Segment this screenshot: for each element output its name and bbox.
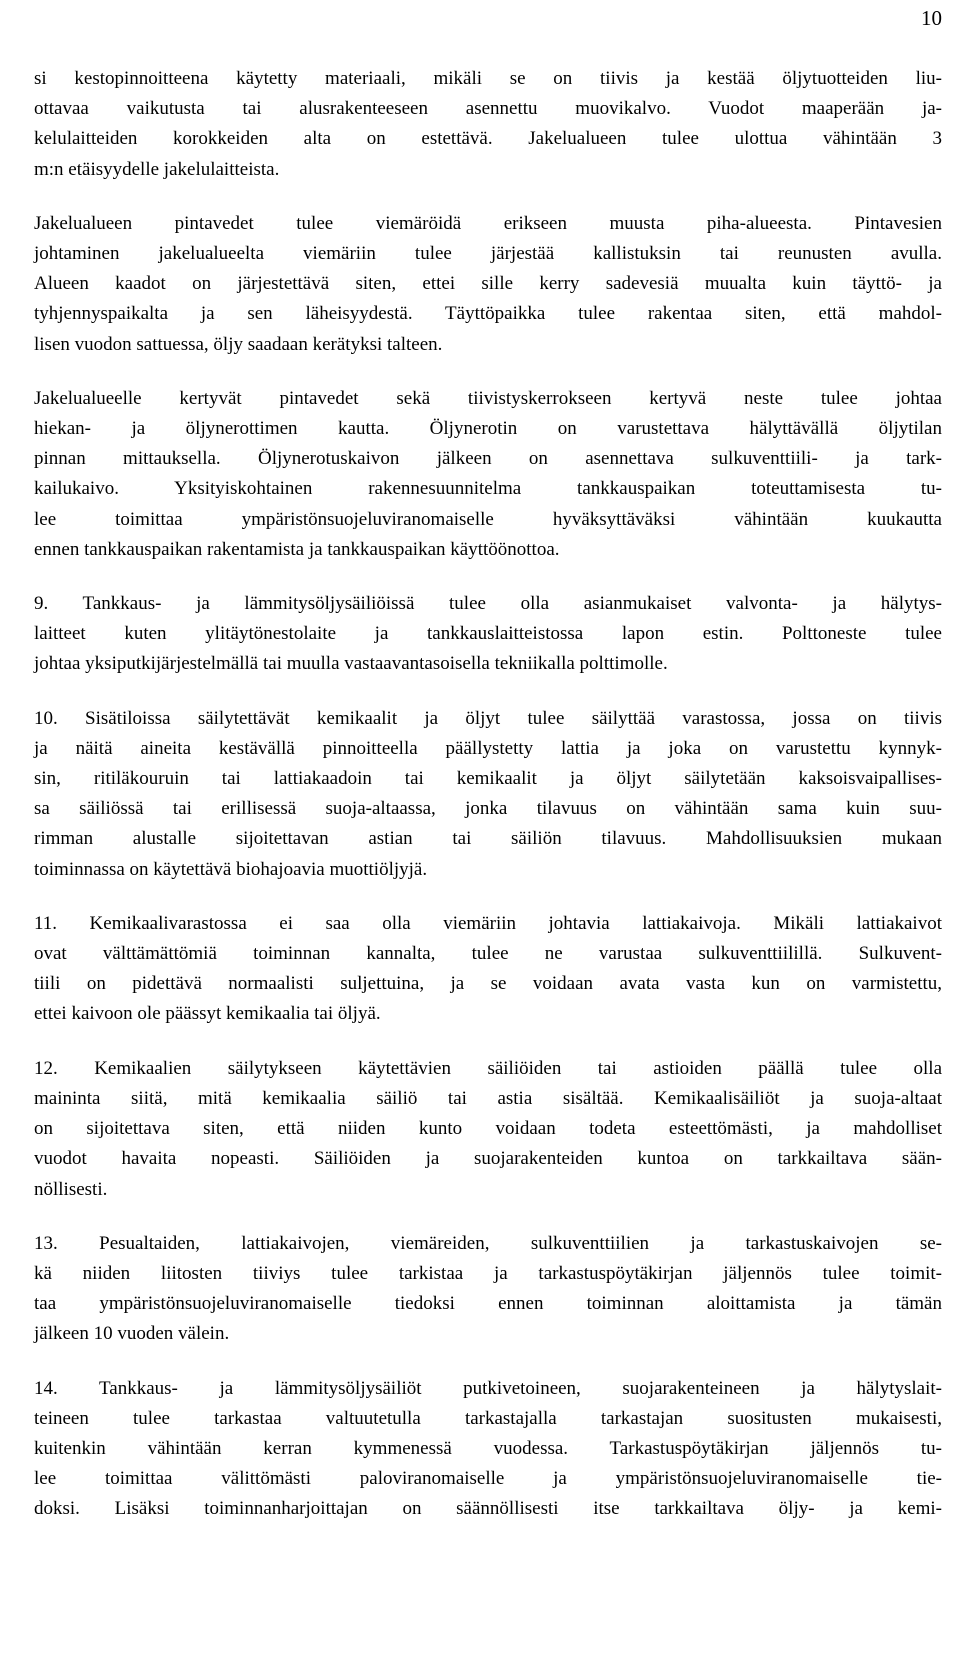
text-line: ja näitä aineita kestävällä pinnoitteella päällystetty lattia ja joka on varustettu kynnyk- <box>34 737 942 759</box>
text-line: lee toimittaa välittömästi paloviranomaiselle ja ympäristönsuojeluviranomaiselle tie- <box>34 1468 942 1490</box>
text-line: si kestopinnoitteena käytetty materiaali, mikäli se on tiivis ja kestää öljytuotteiden liu- <box>34 68 942 89</box>
text-line: taa ympäristönsuojeluviranomaiselle tiedoksi ennen toiminnan aloittamista ja tämän <box>34 1293 942 1315</box>
paragraph-continuation <box>34 64 942 185</box>
text-line: vuodot havaita nopeasti. Säiliöiden ja suojarakenteiden kuntoa on tarkkailtava sään- <box>34 1148 942 1170</box>
text-line: Jakelualueen pintavedet tulee viemäröidä erikseen muusta piha-alueesta. Pintavesien <box>34 212 942 234</box>
paragraph-item-12 <box>34 1054 942 1205</box>
text-line: m:n etäisyydelle jakelulaitteista. <box>34 158 280 180</box>
text-line: 12. Kemikaalien säilytykseen käytettävien säiliöiden tai astioiden päällä tulee olla <box>34 1057 942 1079</box>
text-line: pinnan mittauksella. Öljynerotuskaivon jälkeen on asennettava sulkuventtiili- ja tark- <box>34 448 942 470</box>
text-line: johtaminen jakelualueelta viemäriin tulee järjestää kallistuksin tai reunusten avulla. <box>34 243 942 265</box>
text-line: johtaa yksiputkijärjestelmällä tai muulla vastaavantasoisella tekniikalla polttimolle. <box>34 653 668 675</box>
text-line: sa säiliössä tai erillisessä suoja-altaassa, jonka tilavuus on vähintään sama kuin suu- <box>34 798 942 820</box>
text-line: kä niiden liitosten tiiviys tulee tarkistaa ja tarkastuspöytäkirjan jäljennös tulee toimit- <box>34 1262 942 1284</box>
text-line: 11. Kemikaalivarastossa ei saa olla viemäriin johtavia lattiakaivoja. Mikäli lattiakaivot <box>34 912 942 934</box>
text-line: Jakelualueelle kertyvät pintavedet sekä tiivistyskerrokseen kertyvä neste tulee johtaa <box>34 387 942 409</box>
text-line: doksi. Lisäksi toiminnanharjoittajan on säännöllisesti itse tarkkailtava öljy- ja kemi- <box>34 1498 942 1520</box>
text-line: lee toimittaa ympäristönsuojeluviranomaiselle hyväksyttäväksi vähintään kuukautta <box>34 508 942 530</box>
text-line: 9. Tankkaus- ja lämmitysöljysäiliöissä tulee olla asianmukaiset valvonta- ja hälytys- <box>34 593 942 615</box>
text-line: ovat välttämättömiä toiminnan kannalta, tulee ne varustaa sulkuventtiilillä. Sulkuvent- <box>34 943 942 965</box>
text-line: kailukaivo. Yksityiskohtainen rakennesuunnitelma tankkauspaikan toteuttamisesta tu- <box>34 478 942 500</box>
text-line: toiminnassa on käytettävä biohajoavia muottiöljyjä. <box>34 858 428 880</box>
text-line: jälkeen 10 vuoden välein. <box>34 1323 230 1345</box>
page-number: 10 <box>921 6 942 30</box>
text-line: Alueen kaadot on järjestettävä siten, ettei sille kerry sadevesiä muualta kuin täyttö- ja <box>34 273 942 295</box>
text-line: sin, ritiläkouruin tai lattiakaadoin tai kemikaalit ja öljyt säilytetään kaksoisvaipallises- <box>34 768 942 790</box>
text-line: teineen tulee tarkastaa valtuutetulla tarkastajalla tarkastajan suositusten mukaisesti, <box>34 1407 942 1429</box>
paragraph-item-10 <box>34 704 942 885</box>
text-line: on sijoitettava siten, että niiden kunto voidaan todeta esteettömästi, ja mahdolliset <box>34 1118 942 1140</box>
document-body <box>34 64 942 1549</box>
text-line: tiili on pidettävä normaalisti suljettuina, ja se voidaan avata vasta kun on varmistettu, <box>34 973 942 995</box>
text-line: kuitenkin vähintään kerran kymmenessä vuodessa. Tarkastuspöytäkirjan jäljennös tu- <box>34 1437 942 1459</box>
text-line: rimman alustalle sijoitettavan astian tai säiliön tilavuus. Mahdollisuuksien mukaan <box>34 828 942 850</box>
paragraph-oil-separator <box>34 384 942 565</box>
text-line: ottavaa vaikutusta tai alusrakenteeseen asennettu muovikalvo. Vuodot maaperään ja- <box>34 98 942 120</box>
text-line: tyhjennyspaikalta ja sen läheisyydestä. Täyttöpaikka tulee rakentaa siten, että mahdol- <box>34 303 942 325</box>
text-line: ettei kaivoon ole päässyt kemikaalia tai öljyä. <box>34 1003 381 1025</box>
text-line: laitteet kuten ylitäytönestolaite ja tankkauslaitteistossa lapon estin. Polttoneste tulee <box>34 623 942 645</box>
paragraph-surface-water <box>34 209 942 360</box>
paragraph-item-13 <box>34 1229 942 1350</box>
text-line: kelulaitteiden korokkeiden alta on estettävä. Jakelualueen tulee ulottua vähintään 3 <box>34 128 942 150</box>
paragraph-item-14 <box>34 1374 942 1525</box>
text-line: hiekan- ja öljynerottimen kautta. Öljynerotin on varustettava hälyttävällä öljytilan <box>34 418 942 440</box>
text-line: ennen tankkauspaikan rakentamista ja tankkauspaikan käyttöönottoa. <box>34 538 560 560</box>
text-line: maininta siitä, mitä kemikaalia säiliö tai astia sisältää. Kemikaalisäiliöt ja suoja-altaat <box>34 1087 942 1109</box>
text-line: nöllisesti. <box>34 1178 108 1200</box>
text-line: lisen vuodon sattuessa, öljy saadaan kerätyksi talteen. <box>34 333 443 355</box>
text-line: 10. Sisätiloissa säilytettävät kemikaalit ja öljyt tulee säilyttää varastossa, jossa on tiivis <box>34 707 942 729</box>
paragraph-item-9 <box>34 589 942 680</box>
paragraph-item-11 <box>34 909 942 1030</box>
text-line: 14. Tankkaus- ja lämmitysöljysäiliöt putkivetoineen, suojarakenteineen ja hälytyslait- <box>34 1377 942 1399</box>
text-line: 13. Pesualtaiden, lattiakaivojen, viemäreiden, sulkuventtiilien ja tarkastuskaivojen se- <box>34 1232 942 1254</box>
